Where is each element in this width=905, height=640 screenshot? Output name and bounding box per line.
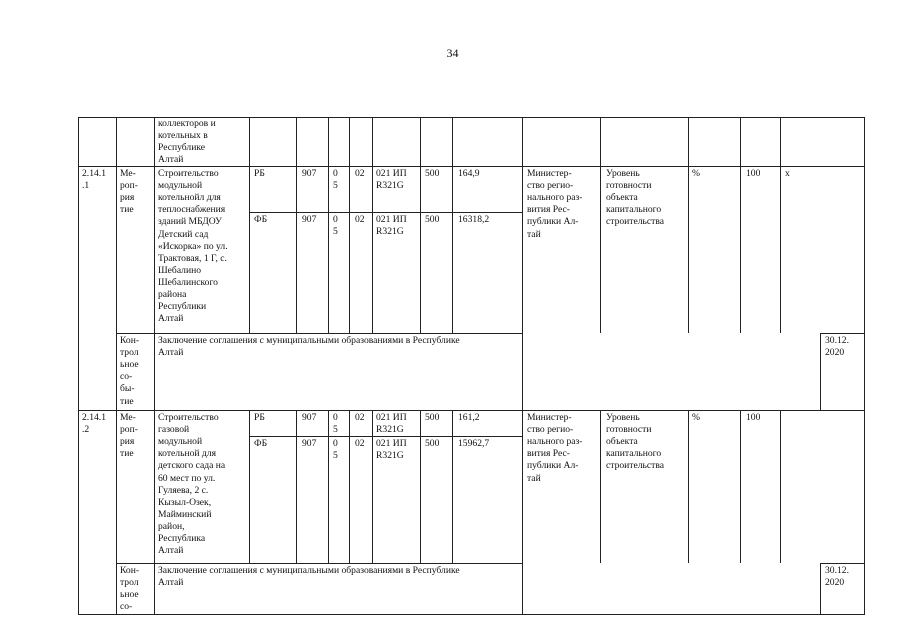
column-border (154, 166, 155, 410)
measure-name-line: Шебалинского (158, 276, 218, 288)
column-border (372, 410, 373, 563)
expense-type-code: 500 (425, 168, 440, 179)
row-border (78, 166, 865, 167)
target-article-code: 021 ИП (376, 214, 407, 225)
column-border (780, 410, 781, 563)
row-border (820, 563, 865, 564)
column-border (328, 117, 329, 166)
executor-line: вития Рес- (527, 448, 570, 460)
event-date-line: 30.12. (825, 335, 849, 346)
measure-name-line: зданий МБДОУ (158, 216, 222, 228)
column-border (328, 410, 329, 563)
page-number: 34 (446, 46, 459, 60)
row-border (116, 333, 523, 334)
column-border (154, 117, 155, 166)
measure-name-line: Кызыл-Озек, (158, 496, 212, 508)
measure-name-line: теплоснабжения (158, 204, 226, 216)
indicator-line: строительства (606, 216, 665, 228)
column-border (452, 166, 453, 333)
column-border (522, 117, 523, 166)
row-border (78, 614, 865, 615)
column-border (600, 117, 601, 166)
funding-source: ФБ (254, 214, 268, 225)
event-type-line: трол (120, 347, 139, 359)
column-border (78, 117, 79, 166)
event-text-line: Алтай (158, 577, 184, 589)
column-border (522, 410, 523, 614)
row-border (78, 410, 865, 411)
funding-amount: 161,2 (458, 412, 480, 423)
measure-name-line: 60 мест по ул. (158, 472, 216, 484)
grbs-code: 907 (302, 168, 317, 179)
measure-name-line: Майминский (158, 508, 212, 520)
column-border (420, 117, 421, 166)
event-type-line: со- (120, 371, 133, 383)
event-type-line: трол (120, 577, 139, 589)
measure-code-line: .2 (82, 424, 90, 436)
measure-name-line: «Искорка» по ул. (158, 240, 228, 252)
expense-type-code: 500 (425, 412, 440, 423)
column-border (349, 410, 350, 563)
measure-name-line: Строительство (158, 168, 219, 179)
measure-name-line: Республика (158, 533, 206, 544)
executor-line: публики Ал- (527, 216, 579, 228)
executor-line: нального раз- (527, 436, 583, 448)
executor-line: ство регио- (527, 180, 574, 192)
grbs-code: 907 (302, 214, 317, 225)
measure-name-line: Республики (158, 301, 207, 313)
executor-line: тай (527, 472, 541, 484)
grbs-code: 907 (302, 438, 317, 449)
column-border (372, 166, 373, 333)
indicator-line: готовности (606, 180, 652, 192)
subsection-code: 02 (355, 214, 365, 225)
column-border (864, 166, 865, 410)
measure-name-line: район, (158, 520, 185, 532)
subsection-code: 02 (355, 412, 365, 423)
target-article-code: R321G (376, 424, 404, 436)
indicator-line: капитального (606, 204, 662, 216)
measure-name-line: модульной (158, 180, 203, 192)
expense-type-code: 500 (425, 214, 440, 225)
measure-name-line: коллекторов и (158, 118, 216, 129)
column-border (249, 166, 250, 333)
column-border (820, 333, 821, 410)
executor-line: Министер- (527, 168, 572, 179)
column-border (372, 117, 373, 166)
executor-line: ство регио- (527, 424, 574, 436)
column-border (296, 410, 297, 563)
column-border (688, 117, 689, 166)
column-border (688, 166, 689, 333)
indicator-unit: % (692, 412, 700, 423)
section-code: 0 (333, 438, 338, 449)
target-article-code: R321G (376, 450, 404, 462)
measure-type-line: Ме- (120, 412, 136, 423)
target-article-code: R321G (376, 226, 404, 238)
event-type-line: Кон- (120, 565, 140, 576)
column-border (349, 166, 350, 333)
indicator-line: объекта (606, 192, 638, 204)
section-code: 5 (333, 180, 338, 192)
column-border (452, 410, 453, 563)
executor-line: вития Рес- (527, 204, 570, 216)
target-article-code: 021 ИП (376, 438, 407, 449)
column-border (864, 410, 865, 614)
row-border (116, 563, 523, 564)
executor-line: тай (527, 228, 541, 240)
indicator-mark: x (785, 168, 790, 179)
column-border (116, 166, 117, 410)
grbs-code: 907 (302, 412, 317, 423)
funding-source: РБ (254, 168, 265, 179)
row-border (820, 333, 865, 334)
indicator-value: 100 (746, 168, 761, 179)
measure-name-line: Алтай (158, 154, 184, 166)
event-text-line: Алтай (158, 347, 184, 359)
measure-name-line: газовой (158, 424, 190, 436)
column-border (420, 166, 421, 333)
indicator-line: готовности (606, 424, 652, 436)
indicator-value: 100 (746, 412, 761, 423)
measure-code-line: 2.14.1 (82, 168, 106, 179)
row-border (249, 212, 523, 213)
column-border (249, 410, 250, 563)
column-border (349, 117, 350, 166)
measure-type-line: тие (120, 448, 134, 460)
event-type-line: ьное (120, 589, 139, 601)
column-border (740, 410, 741, 563)
section-code: 0 (333, 214, 338, 225)
measure-name-line: района (158, 289, 187, 300)
event-date-line: 30.12. (825, 565, 849, 576)
column-border (116, 117, 117, 166)
measure-code-line: .1 (82, 180, 90, 192)
column-border (328, 166, 329, 333)
executor-line: публики Ал- (527, 460, 579, 472)
target-article-code: R321G (376, 180, 404, 192)
measure-name-line: Детский сад (158, 228, 209, 240)
measure-name-line: котельной для (158, 448, 217, 460)
column-border (296, 166, 297, 333)
target-article-code: 021 ИП (376, 168, 407, 179)
measure-type-line: рия (120, 192, 135, 204)
subsection-code: 02 (355, 438, 365, 449)
column-border (600, 166, 601, 333)
event-date-line: 2020 (825, 577, 845, 589)
measure-name-line: котельнойл для (158, 192, 221, 204)
indicator-line: строительства (606, 460, 665, 472)
column-border (740, 166, 741, 333)
indicator-line: Уровень (606, 168, 640, 179)
measure-type-line: роп- (120, 424, 138, 436)
section-code: 0 (333, 412, 338, 423)
event-text-line: Заключение соглашения с муниципальными образованиями в Республике (158, 565, 460, 576)
column-border (780, 117, 781, 166)
measure-type-line: Ме- (120, 168, 136, 179)
column-border (688, 410, 689, 563)
measure-type-line: тие (120, 204, 134, 216)
target-article-code: 021 ИП (376, 412, 407, 423)
funding-amount: 15962,7 (458, 438, 490, 449)
measure-type-line: рия (120, 436, 135, 448)
funding-amount: 164,9 (458, 168, 480, 179)
event-type-line: со- (120, 601, 133, 613)
measure-name-line: детского сада на (158, 460, 226, 472)
measure-code-line: 2.14.1 (82, 412, 106, 423)
event-type-line: Кон- (120, 335, 140, 346)
section-code: 5 (333, 450, 338, 462)
measure-name-line: Алтай (158, 313, 184, 325)
funding-source: ФБ (254, 438, 268, 449)
event-type-line: тие (120, 395, 134, 407)
measure-name-line: Шебалино (158, 264, 202, 276)
column-border (420, 410, 421, 563)
executor-line: нального раз- (527, 192, 583, 204)
section-code: 0 (333, 168, 338, 179)
column-border (864, 117, 865, 166)
measure-type-line: роп- (120, 180, 138, 192)
event-date-line: 2020 (825, 347, 845, 359)
expense-type-code: 500 (425, 438, 440, 449)
funding-source: РБ (254, 412, 265, 423)
column-border (780, 166, 781, 333)
indicator-line: Уровень (606, 412, 640, 423)
column-border (600, 410, 601, 563)
measure-name-line: Республике (158, 142, 206, 154)
column-border (452, 117, 453, 166)
section-code: 5 (333, 226, 338, 238)
indicator-unit: % (692, 168, 700, 179)
measure-name-line: модульной (158, 436, 203, 448)
measure-name-line: Алтай (158, 545, 184, 557)
column-border (154, 410, 155, 614)
measure-name-line: Строительство (158, 412, 219, 423)
indicator-line: капитального (606, 448, 662, 460)
section-code: 5 (333, 424, 338, 436)
column-border (296, 117, 297, 166)
funding-amount: 16318,2 (458, 214, 490, 225)
column-border (820, 563, 821, 614)
column-border (522, 166, 523, 410)
executor-line: Министер- (527, 412, 572, 423)
column-border (249, 117, 250, 166)
column-border (740, 117, 741, 166)
event-text-line: Заключение соглашения с муниципальными образованиями в Республике (158, 335, 460, 346)
measure-name-line: Трактовая, 1 Г, с. (158, 252, 227, 264)
column-border (116, 410, 117, 614)
measure-name-line: Гуляева, 2 с. (158, 484, 209, 496)
subsection-code: 02 (355, 168, 365, 179)
event-type-line: бы- (120, 383, 135, 395)
measure-name-line: котельных в (158, 130, 208, 142)
indicator-line: объекта (606, 436, 638, 448)
column-border (78, 166, 79, 410)
event-type-line: ьное (120, 359, 139, 371)
column-border (78, 410, 79, 614)
